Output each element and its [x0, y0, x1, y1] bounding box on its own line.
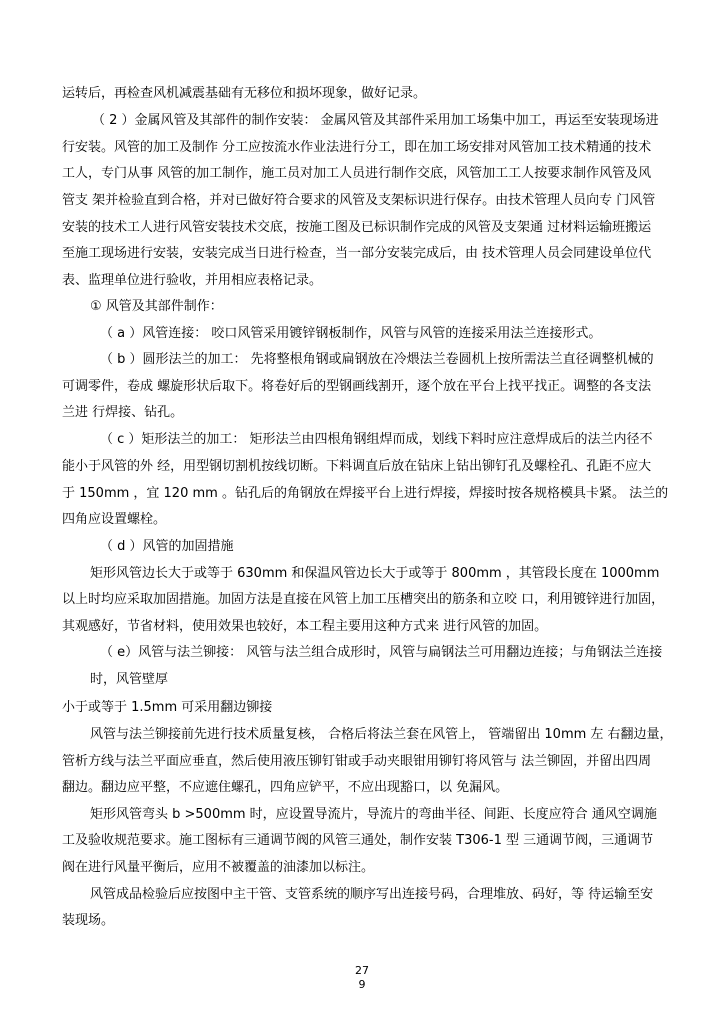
- paragraph-line: 时，风管壁厚: [90, 672, 169, 687]
- paragraph-line: 工及验收规范要求。施工图标有三通调节阀的风管三通处，制作安装 T306-1 型 三通调节阀，三通调节: [62, 833, 654, 848]
- paragraph-line: 装现场。: [62, 913, 115, 928]
- paragraph-line: 矩形风管边长大于或等于 630mm 和保温风管边长大于或等于 800mm ，其管段长度在 1000mm: [90, 566, 660, 581]
- paragraph-line: 阀在进行风量平衡后，应用不被覆盖的油漆加以标注。: [62, 860, 375, 875]
- paragraph-line: 以上时均应采取加固措施。加固方法是直接在风管上加工压槽突出的筋条和立咬 口，利用镀锌进行加固，: [62, 592, 665, 607]
- paragraph-line: 管支 架并检验直到合格，并对已做好符合要求的风管及支架标识进行保存。由技术管理人员向专 门风管: [62, 193, 656, 208]
- paragraph-line: 其观感好，节省材料，使用效果也较好，本工程主要用这种方式来 进行风管的加固。: [62, 619, 548, 634]
- paragraph-line: 四角应设置螺栓。: [62, 512, 167, 527]
- paragraph-line: 小于或等于 1.5mm 可采用翻边铆接: [62, 700, 273, 715]
- paragraph-line: 能小于风管的外 经，用型钢切割机按线切断。下料调直后放在钻床上钻出铆钉孔及螺栓孔、孔距不应大: [62, 459, 652, 474]
- paragraph-line: （ a ）风管连接： 咬口风管采用镀锌钢板制作，风管与风管的连接采用法兰连接形式。: [100, 326, 602, 341]
- paragraph-line: 风管与法兰铆接前先进行技术质量复核， 合格后将法兰套在风管上， 管端留出 10mm 左 右翻边量，: [90, 727, 673, 742]
- paragraph-line: 工人，专门从事 风管的加工制作，施工员对加工人员进行制作交底，风管加工工人按要求制作风管及风: [62, 166, 652, 181]
- page-number-suffix: 9: [358, 978, 366, 991]
- paragraph-line: 可调零件，卷成 螺旋形状后取下。将卷好后的型钢画线割开，逐个放在平台上找平找正。调整的各支法: [62, 379, 652, 394]
- paragraph-line: （ e）风管与法兰铆接： 风管与法兰组合成形时，风管与扁钢法兰可用翻边连接；与角钢法兰连接: [100, 645, 663, 660]
- paragraph-line: 运转后，再检查风机减震基础有无移位和损坏现象，做好记录。: [62, 86, 427, 101]
- paragraph-line: （ 2 ）金属风管及其部件的制作安装： 金属风管及其部件采用加工场集中加工，再运至安装现场进: [92, 113, 659, 128]
- paragraph-line: 管析方线与法兰平面应垂直，然后使用液压铆钉钳或手动夹眼钳用铆钉将风管与 法兰铆固，并留出四周: [62, 754, 652, 769]
- paragraph-line: 至施工现场进行安装，安装完成当日进行检查，当一部分安装完成后，由 技术管理人员会同建设单位代: [62, 246, 652, 261]
- paragraph-line: 风管成品检验后应按图中主干管、支管系统的顺序写出连接号码，合理堆放、码好，等 待运输至安: [90, 887, 654, 902]
- paragraph-line: （ c ）矩形法兰的加工： 矩形法兰由四根角钢组焊而成，划线下料时应注意焊成后的法兰内径不: [100, 432, 653, 447]
- paragraph-line: 行安装。风管的加工及制作 分工应按流水作业法进行分工，即在加工场安排对风管加工技术精通的技术: [62, 140, 652, 155]
- paragraph-line: 兰进 行焊接、钻孔。: [62, 405, 184, 420]
- section-heading: ① 风管及其部件制作：: [90, 299, 223, 314]
- paragraph-line: 矩形风管弯头 b >500mm 时，应设置导流片，导流片的弯曲半径、间距、长度应符合 通风空调施: [90, 807, 657, 822]
- page-number: 27: [355, 964, 369, 977]
- section-heading: （ d ）风管的加固措施: [100, 539, 234, 554]
- paragraph-line: 安装的技术工人进行风管安装技术交底，按施工图及已标识制作完成的风管及支架通 过材料运输班搬运: [62, 220, 652, 235]
- paragraph-line: （ b ）圆形法兰的加工： 先将整根角钢或扁钢放在冷煨法兰卷圆机上按所需法兰直径调整机械的: [100, 352, 654, 367]
- paragraph-line: 表、监理单位进行验收，并用相应表格记录。: [62, 273, 323, 288]
- paragraph-line: 翻边。翻边应平整，不应遮住螺孔，四角应铲平，不应出现豁口，以 免漏风。: [62, 780, 509, 795]
- paragraph-line: 于 150mm ，宜 120 mm 。钻孔后的角钢放在焊接平台上进行焊接，焊接时按各规格模具卡紧。 法兰的: [62, 486, 669, 501]
